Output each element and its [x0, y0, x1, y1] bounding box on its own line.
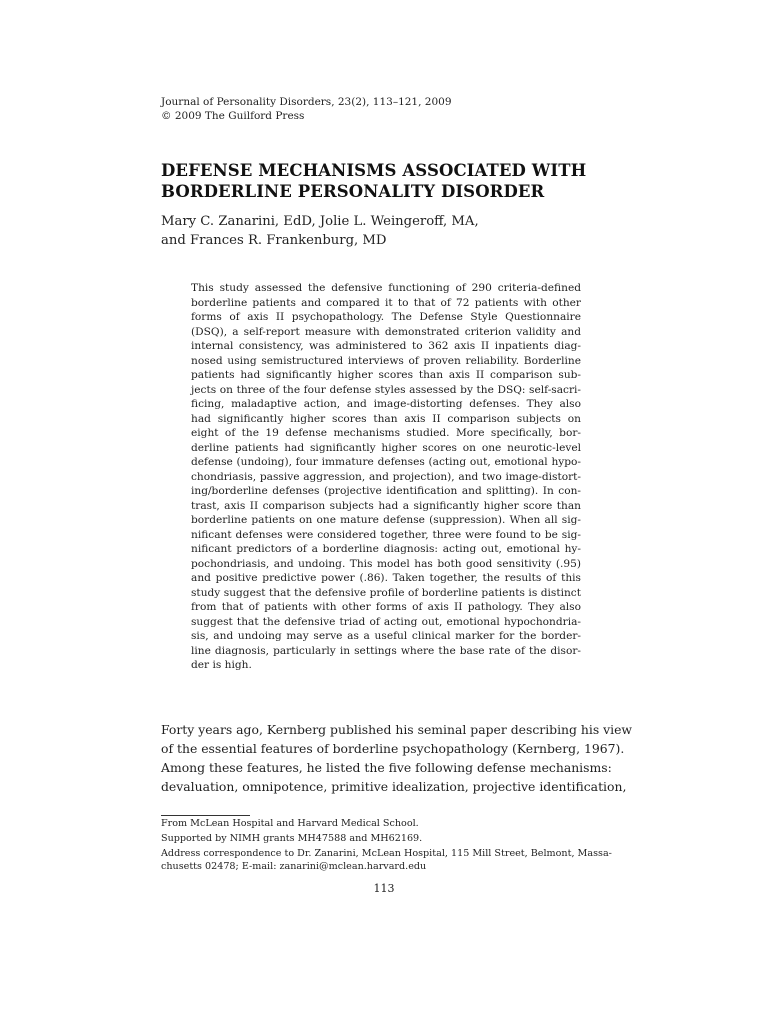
- body-line: devaluation, omnipotence, primitive idealization, projective identification,: [161, 779, 627, 794]
- body-line: of the essential features of borderline psychopathology (Kernberg, 1967).: [161, 741, 625, 756]
- abstract-line: ficing, maladaptive action, and image-distorting defenses. They also: [191, 398, 581, 410]
- abstract-line: This study assessed the defensive functioning of 290 criteria-defined: [191, 282, 581, 294]
- abstract-line: and positive predictive power (.86). Taken together, the results of this: [191, 572, 581, 584]
- abstract-line: ing/borderline defenses (projective identification and splitting). In con-: [191, 485, 581, 497]
- abstract-line: patients had significantly higher scores than axis II comparison sub-: [191, 369, 581, 381]
- abstract-line: chondriasis, passive aggression, and projection), and two image-distort-: [191, 470, 581, 483]
- abstract-line: defense (undoing), four immature defenses (acting out, emotional hypo-: [191, 456, 581, 468]
- abstract-line: nificant predictors of a borderline diagnosis: acting out, emotional hy-: [191, 543, 581, 555]
- copyright-notice: © 2009 The Guilford Press: [161, 110, 305, 122]
- abstract-line: from that of patients with other forms of axis II pathology. They also: [191, 601, 581, 613]
- author-list: [161, 212, 621, 250]
- body-line: Forty years ago, Kernberg published his seminal paper describing his view: [161, 722, 633, 737]
- abstract-line: derline patients had significantly higher scores on one neurotic-level: [191, 441, 581, 454]
- abstract-line: borderline patients on one mature defense (suppression). When all sig-: [191, 514, 581, 526]
- abstract-line: sis, and undoing may serve as a useful clinical marker for the border-: [191, 630, 581, 642]
- abstract-line: suggest that the defensive triad of acting out, emotional hypochondria-: [191, 615, 581, 628]
- journal-citation: Journal of Personality Disorders, 23(2), 113–121, 2009: [161, 96, 452, 108]
- abstract-line: had significantly higher scores than axis II comparison subjects on: [191, 412, 581, 425]
- correspondence-footnote: [161, 847, 611, 873]
- affiliation-text: From McLean Hospital and Harvard Medical School.: [161, 818, 419, 829]
- author-line: Mary C. Zanarini, EdD, Jolie L. Weingeroff, MA,: [161, 214, 479, 229]
- abstract-line: eight of the 19 defense mechanisms studied. More specifically, bor-: [191, 427, 581, 439]
- abstract-line: pochondriasis, and undoing. This model has both good sensitivity (.95): [191, 557, 581, 570]
- abstract-line: forms of axis II psychopathology. The Defense Style Questionnaire: [191, 311, 581, 323]
- author-line: and Frances R. Frankenburg, MD: [161, 233, 387, 248]
- correspondence-line: Address correspondence to Dr. Zanarini, McLean Hospital, 115 Mill Street, Belmont, Massa-: [161, 848, 612, 859]
- abstract-line: trast, axis II comparison subjects had a significantly higher score than: [191, 499, 581, 512]
- journal-header: [161, 95, 452, 123]
- footnote-divider: [161, 815, 250, 816]
- abstract-line: internal consistency, was administered to 362 axis II inpatients diag-: [191, 340, 581, 352]
- body-line: Among these features, he listed the five following defense mechanisms:: [161, 760, 612, 775]
- article-title: [161, 160, 621, 202]
- abstract-line: jects on three of the four defense styles assessed by the DSQ: self-sacri-: [191, 383, 581, 396]
- title-line: DEFENSE MECHANISMS ASSOCIATED WITH: [161, 161, 587, 180]
- title-line: BORDERLINE PERSONALITY DISORDER: [161, 182, 545, 201]
- abstract-line: study suggest that the defensive profile of borderline patients is distinct: [191, 586, 581, 599]
- correspondence-line: chusetts 02478; E-mail: zanarini@mclean.harvard.edu: [161, 861, 427, 872]
- funding-footnote: [161, 832, 611, 845]
- funding-text: Supported by NIMH grants MH47588 and MH62169.: [161, 833, 423, 844]
- footnotes: [161, 817, 611, 877]
- abstract: [191, 281, 581, 673]
- abstract-line: nificant defenses were considered together, three were found to be sig-: [191, 528, 581, 541]
- affiliation-footnote: [161, 817, 611, 830]
- page-number: 113: [373, 882, 395, 895]
- abstract-line: line diagnosis, particularly in settings where the base rate of the disor-: [191, 644, 581, 657]
- body-paragraph: [161, 720, 633, 796]
- abstract-line: (DSQ), a self-report measure with demonstrated criterion validity and: [191, 325, 581, 338]
- abstract-line: nosed using semistructured interviews of proven reliability. Borderline: [191, 354, 581, 367]
- abstract-line: der is high.: [191, 659, 252, 671]
- abstract-line: borderline patients and compared it to that of 72 patients with other: [191, 296, 581, 309]
